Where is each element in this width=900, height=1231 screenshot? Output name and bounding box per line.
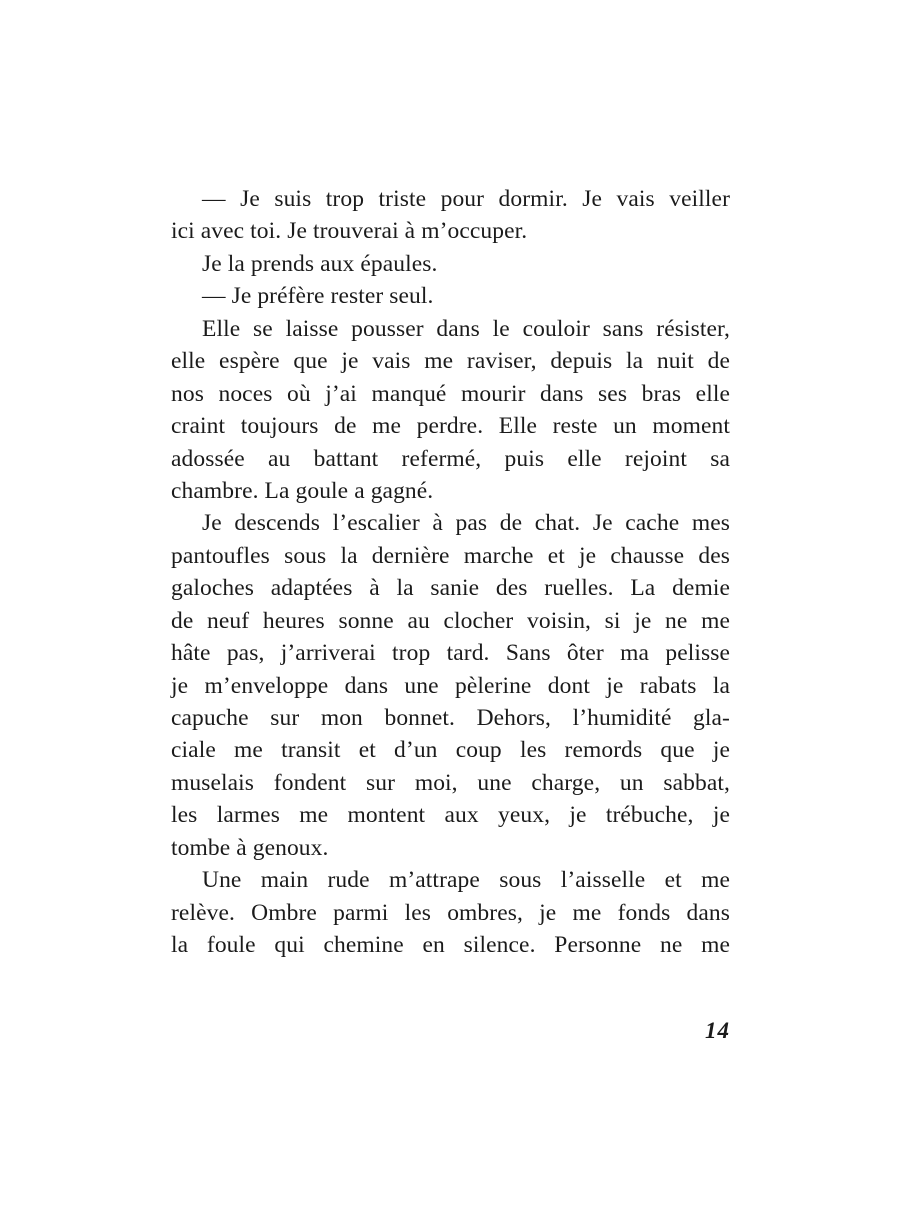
text-line: hâte pas, j’arriverai trop tard. Sans ôter ma pelisse [171,640,730,667]
text-line: ici avec toi. Je trouverai à m’occuper. [171,218,528,245]
text-line: — Je préfère rester seul. [202,283,434,310]
text-line: chambre. La goule a gagné. [171,477,434,504]
text-line: elle espère que je vais me raviser, depuis la nuit de [171,348,730,375]
text-line: ciale me transit et d’un coup les remords que je [171,737,730,764]
text-line: Elle se laisse pousser dans le couloir sans résister, [202,315,730,342]
text-line: Je descends l’escalier à pas de chat. Je cache mes [202,510,730,537]
page-number: 14 [705,1018,730,1043]
text-line: muselais fondent sur moi, une charge, un sabbat, [171,769,730,796]
text-line: adossée au battant refermé, puis elle rejoint sa [171,445,730,472]
text-line: tombe à genoux. [171,834,329,861]
text-line: de neuf heures sonne au clocher voisin, si je ne me [171,607,730,634]
text-line: Je la prends aux épaules. [202,250,438,277]
text-line: pantoufles sous la dernière marche et je chausse des [171,542,730,569]
text-line: capuche sur mon bonnet. Dehors, l’humidité gla- [171,705,730,731]
text-line: les larmes me montent aux yeux, je trébuche, je [171,802,730,829]
text-line: craint toujours de me perdre. Elle reste un moment [171,413,730,440]
text-block [171,183,730,962]
text-line: je m’enveloppe dans une pèlerine dont je rabats la [171,672,730,699]
text-line: la foule qui chemine en silence. Personne ne me [171,932,730,959]
text-line: relève. Ombre parmi les ombres, je me fonds dans [171,899,730,926]
text-line: — Je suis trop triste pour dormir. Je vais veiller [202,186,730,212]
text-line: nos noces où j’ai manqué mourir dans ses bras elle [171,380,730,407]
text-line: Une main rude m’attrape sous l’aisselle et me [202,867,730,894]
text-line: galoches adaptées à la sanie des ruelles. La demie [171,575,730,602]
